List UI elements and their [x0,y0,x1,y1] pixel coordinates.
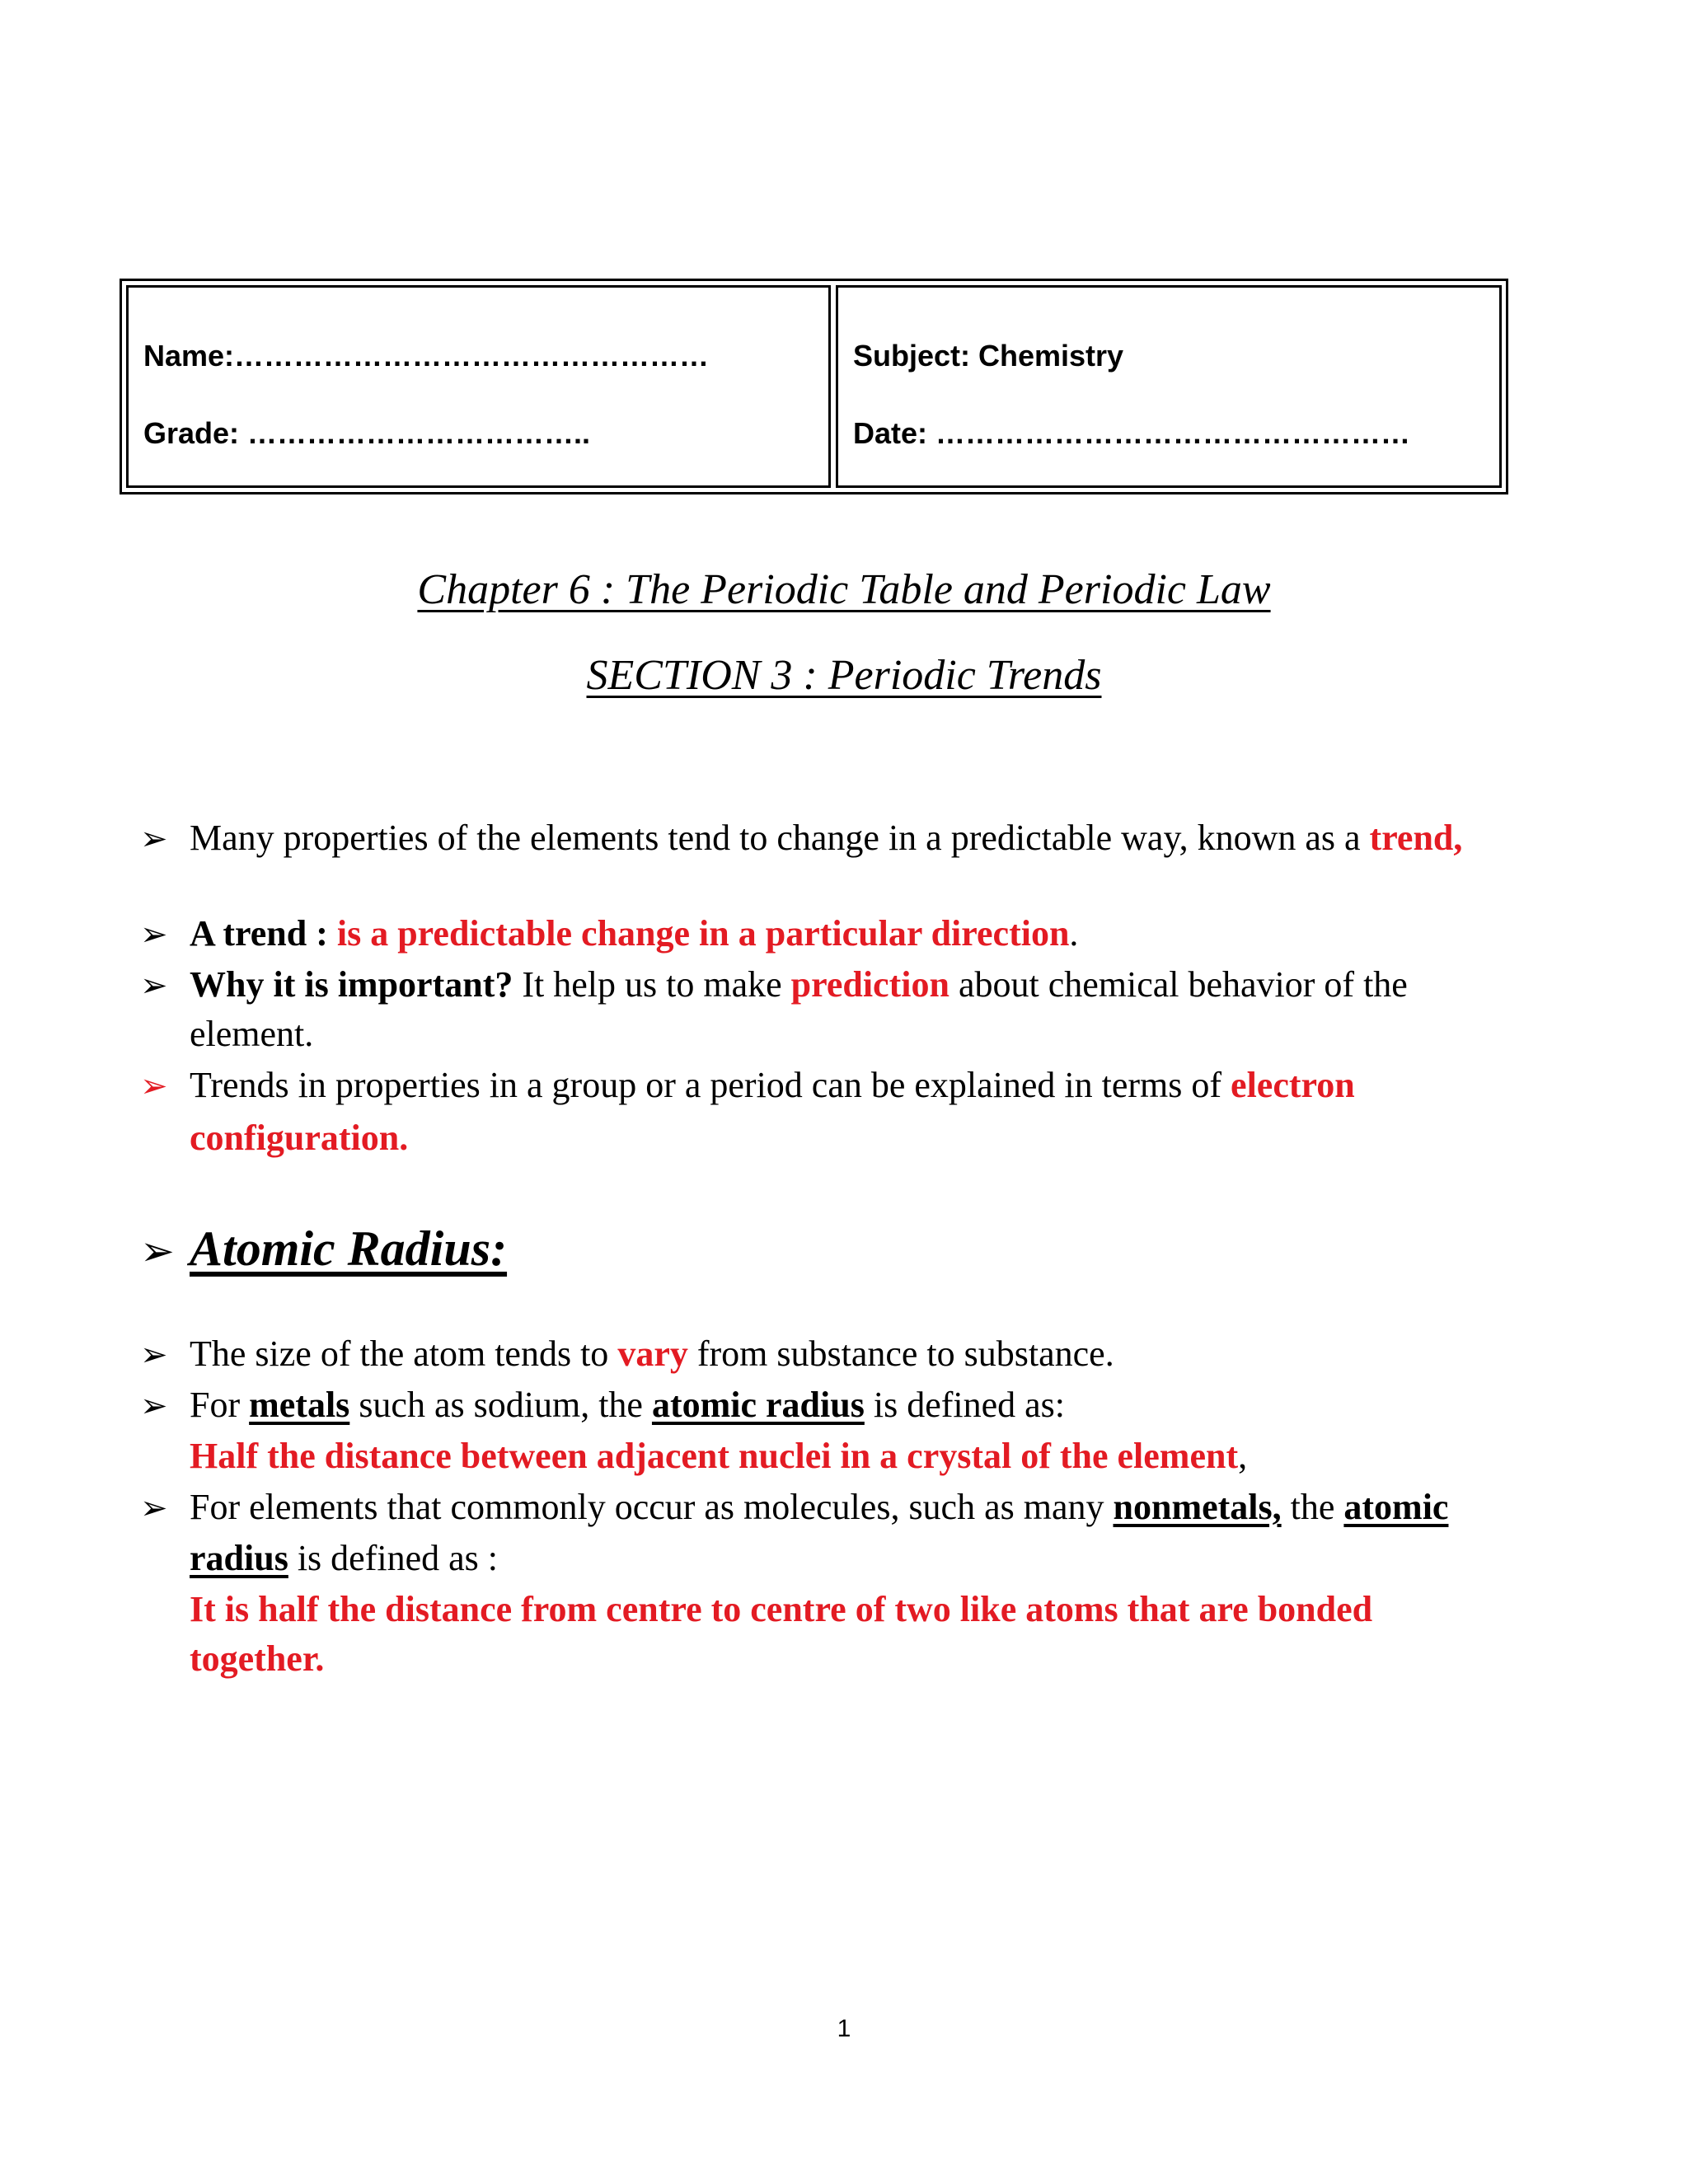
arrow-bullet-icon: ➢ [140,820,168,858]
nonmetals-radius-definition-line1: It is half the distance from centre to centre of two like atoms that are bonded [190,1589,1373,1629]
bullet-metals-radius: ➢ For metals such as sodium, the atomic radius is defined as: [140,1380,1065,1432]
keyword-trend: trend, [1369,818,1463,858]
bullet-importance-continued: element. [190,1014,314,1054]
bullet-atom-size: ➢ The size of the atom tends to vary from substance to substance. [140,1329,1114,1380]
arrow-bullet-icon: ➢ [140,967,168,1005]
chapter-title: Chapter 6 : The Periodic Table and Periodic Law [417,566,1271,613]
header-left-cell [126,285,831,488]
section-title: SECTION 3 : Periodic Trends [586,652,1102,699]
arrow-bullet-icon: ➢ [140,1387,168,1425]
keyword-vary: vary [617,1333,688,1374]
bullet-trend-definition: ➢ A trend : is a predictable change in a particular direction. [140,908,1078,960]
arrow-bullet-icon: ➢ [140,1336,168,1374]
bullet-trends-explained: ➢ Trends in properties in a group or a period can be explained in terms of electron [140,1060,1355,1112]
arrow-bullet-icon: ➢ [140,1067,168,1105]
header-info-table [120,279,1508,494]
keyword-prediction: prediction [790,964,950,1005]
name-field: Name:………………………………………… [143,339,710,373]
atomic-radius-heading: ➢ Atomic Radius: [140,1218,507,1284]
bullet-nonmetals-radius: ➢ For elements that commonly occur as molecules, such as many nonmetals, the atomic [140,1482,1448,1534]
metals-radius-definition: Half the distance between adjacent nuclei in a crystal of the element, [190,1436,1248,1476]
arrow-bullet-icon: ➢ [140,1227,175,1275]
bullet-importance: ➢ Why it is important? It help us to make prediction about chemical behavior of the [140,959,1408,1011]
nonmetals-radius-continued: radius is defined as : [190,1538,498,1578]
arrow-bullet-icon: ➢ [140,916,168,954]
keyword-electron: electron [1231,1065,1355,1105]
nonmetals-radius-definition-line2: together. [190,1638,325,1679]
keyword-configuration: configuration. [190,1118,409,1158]
page-number: 1 [837,2015,851,2042]
arrow-bullet-icon: ➢ [140,1489,168,1527]
subject-field: Subject: Chemistry [853,339,1124,373]
bullet-trend-intro: ➢ Many properties of the elements tend to change in a predictable way, known as a trend, [140,813,1462,865]
header-right-cell [836,285,1502,488]
date-field: Date: ………………………………………… [853,416,1411,450]
grade-field: Grade: …………………………….. [143,416,591,450]
